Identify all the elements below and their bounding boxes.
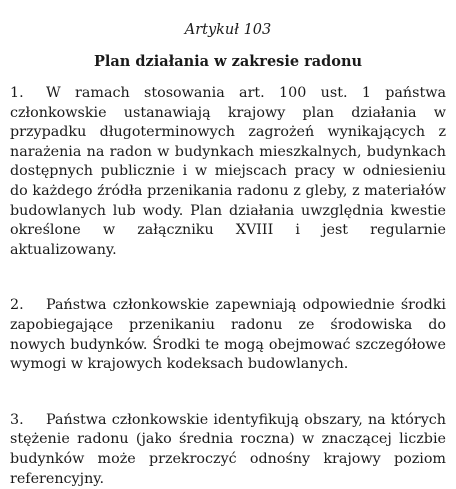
paragraph-2 [10,296,446,374]
paragraph-text: Państwa członkowskie identyfikują obszary, na których stężenie radonu (jako średnia roczna) w znaczącej liczbie budynków może przekroczyć odnośny krajowy poziom referencyjny. [10,411,446,487]
paragraph-number: 1. [10,85,24,101]
paragraph-text: Państwa członkowskie zapewniają odpowiednie środki zapobiegające przenikaniu radonu ze środowiska do nowych budynków. Środki te mogą obejmować szczegółowe wymogi w krajowych kodeksach budowlanych. [10,297,446,373]
article-title: Plan działania w zakresie radonu [93,53,363,70]
article-number: Artykuł 103 [184,22,272,38]
paragraph-1 [10,84,446,260]
paragraph-number: 3. [10,411,24,428]
paragraph-number: 2. [10,297,24,314]
paragraph-text: W ramach stosowania art. 100 ust. 1 państwa członkowskie ustanawiają krajowy plan działania w przypadku długoterminowych zagrożeń wynikających z narażenia na radon w budynkach mieszkalnych, budynkach dostępnych publicznie i w miejscach pracy w odniesieniu do każdego źródła przenikania radonu z gleby, z materiałów budowlanych lub wody. Plan działania uwzględnia kwestie określone w załączniku XVIII i jest regularnie aktualizowany. [10,85,446,258]
paragraph-3 [10,411,446,489]
